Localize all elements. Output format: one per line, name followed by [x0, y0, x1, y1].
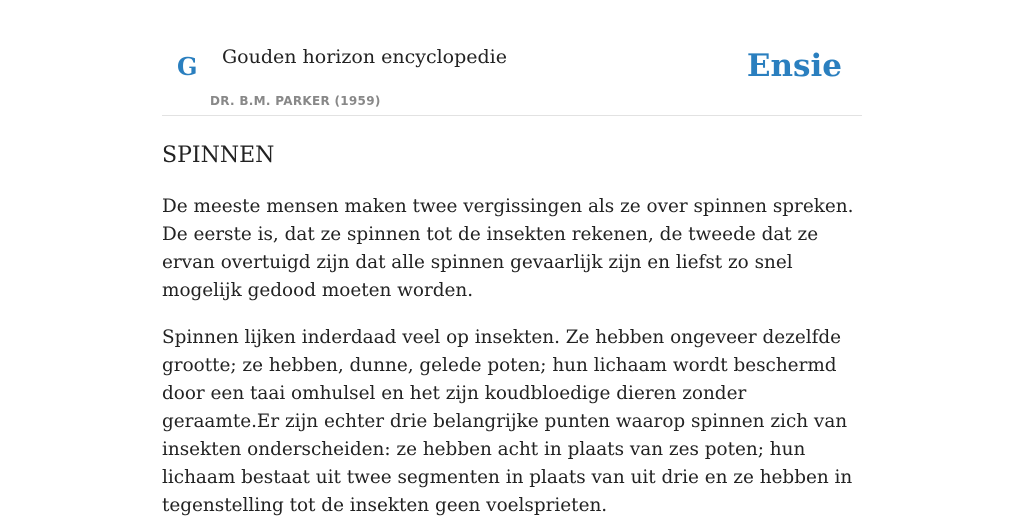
- entry-paragraph-1: De meeste mensen maken twee vergissingen als ze over spinnen spreken. De eerste is, dat ze spinnen tot de insekten rekenen, de tweede dat ze ervan overtuigd zijn dat alle spinnen gevaarlijk zijn en liefst zo snel mogelijk gedood moeten worden.: [162, 196, 854, 302]
- header: [162, 0, 862, 116]
- book-logo[interactable]: G: [177, 52, 198, 81]
- entry-paragraph-2: Spinnen lijken inderdaad veel op insekten. Ze hebben ongeveer dezelfde grootte; ze hebben, dunne, gelede poten; hun lichaam wordt beschermd door een taai omhulsel en het zijn koudbloedige dieren zonder geraamte.Er zijn echter drie belangrijke punten waarop spinnen zich van insekten onderscheiden: ze hebben acht in plaats van zes poten; hun lichaam bestaat uit twee segmenten in plaats van uit drie en ze hebben in tegenstelling tot de insekten geen voelsprieten.: [162, 327, 853, 517]
- page: [162, 0, 862, 520]
- ensie-logo-link[interactable]: Ensie: [746, 48, 842, 84]
- book-title-link[interactable]: Gouden horizon encyclopedie: [222, 46, 507, 68]
- entry-title: SPINNEN: [162, 143, 275, 168]
- book-author: DR. B.M. PARKER (1959): [210, 94, 381, 108]
